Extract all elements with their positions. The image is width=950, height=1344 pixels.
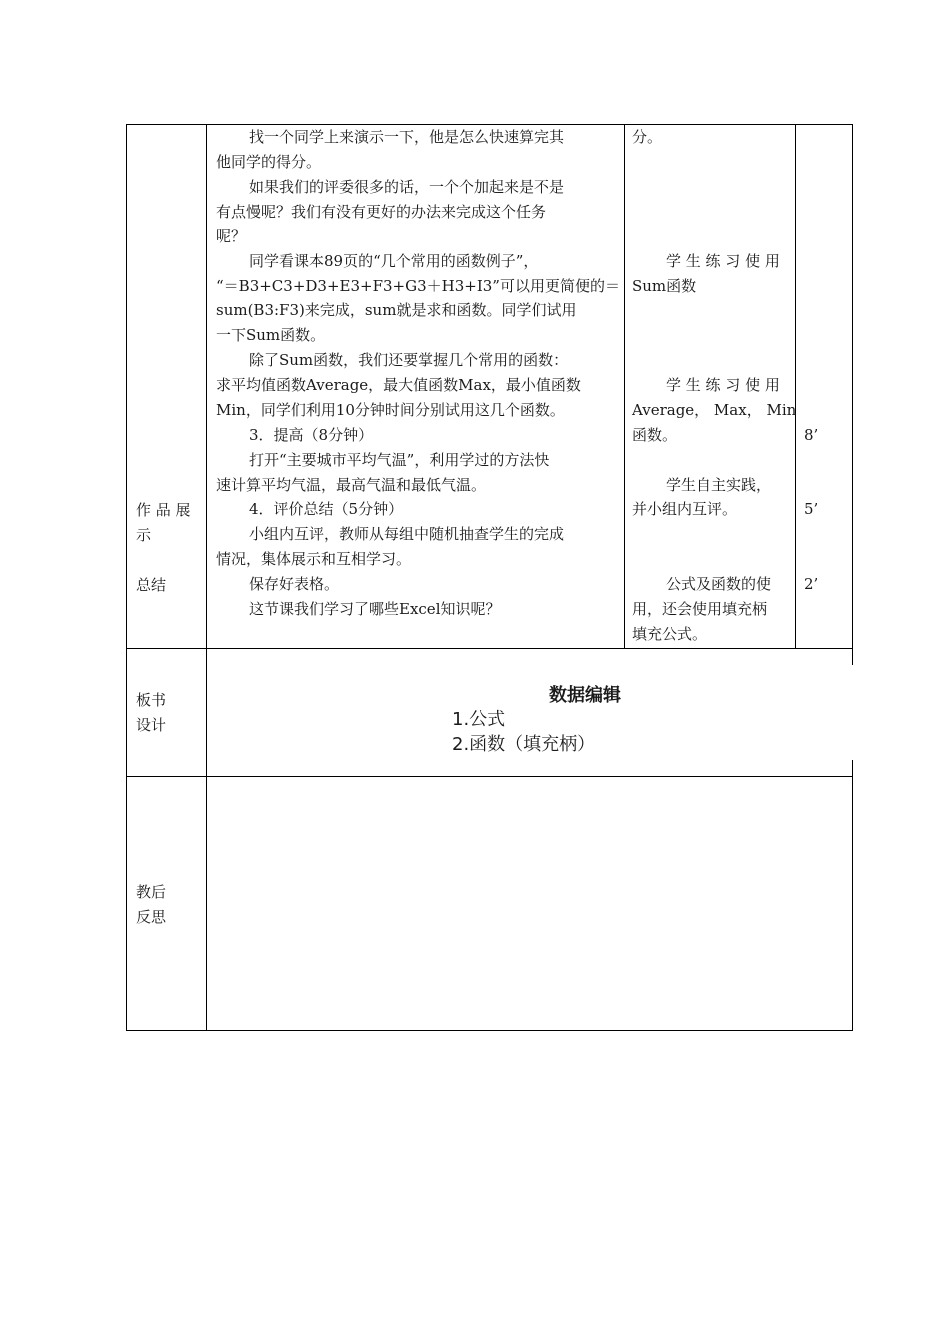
student-activity-line: 并小组内互评。: [632, 500, 738, 518]
content-line: 呢？: [216, 227, 247, 245]
student-activity-line: 学生自主实践，: [666, 476, 772, 494]
content-line: 他同学的得分。: [216, 153, 322, 171]
student-activity-line: Average， Max， Min: [632, 401, 797, 419]
student-activity-line: 学 生 练 习 使 用: [666, 376, 780, 394]
content-line: 速计算平均气温，最高气温和最低气温。: [216, 476, 487, 494]
content-line: 这节课我们学习了哪些Excel知识呢？: [249, 600, 501, 618]
content-line: 保存好表格。: [249, 575, 340, 593]
board-item-formula: 1.公式: [452, 709, 506, 730]
table-border-right-upper: [852, 124, 853, 665]
column-divider-label: [206, 124, 207, 1031]
student-activity-line: 公式及函数的使: [666, 575, 772, 593]
student-activity-line: 函数。: [632, 426, 678, 444]
row-divider-2: [126, 776, 853, 777]
student-activity-line: 学 生 练 习 使 用: [666, 252, 780, 270]
student-activity-line: 填充公式。: [632, 625, 708, 643]
content-line: 同学看课本89页的“几个常用的函数例子”，: [249, 252, 539, 270]
student-activity-line: 分。: [632, 128, 663, 146]
board-title: 数据编辑: [549, 685, 621, 706]
content-line: 如果我们的评委很多的话，一个个加起来是不是: [249, 178, 565, 196]
row1-label-line1: 作 品 展: [136, 501, 191, 519]
row2-label-line2: 设计: [136, 716, 167, 734]
student-activity-line: 用，还会使用填充柄: [632, 600, 768, 618]
row-divider-1: [126, 648, 853, 649]
table-border-right-lower: [852, 777, 853, 1031]
row2-label-line1: 板书: [136, 691, 167, 709]
row3-label-line1: 教后: [136, 883, 167, 901]
content-line: 有点慢呢？我们有没有更好的办法来完成这个任务: [216, 203, 547, 221]
content-line: 找一个同学上来演示一下，他是怎么快速算完其: [249, 128, 565, 146]
row3-label-line2: 反思: [136, 908, 167, 926]
content-line: 求平均值函数Average，最大值函数Max，最小值函数: [216, 376, 581, 394]
time-allocation: 2’: [804, 575, 819, 593]
row1-label-line3: 总结: [136, 576, 167, 594]
board-item-function: 2.函数（填充柄）: [452, 734, 596, 755]
content-line: 小组内互评，教师从每组中随机抽查学生的完成: [249, 525, 565, 543]
content-line: 4．评价总结（5分钟）: [249, 500, 404, 518]
table-border-right-mid: [852, 760, 853, 777]
column-divider-time: [795, 124, 796, 649]
row1-label-line2: 示: [136, 526, 152, 544]
student-activity-line: Sum函数: [632, 277, 697, 295]
time-allocation: 5’: [804, 500, 819, 518]
content-line: Min，同学们利用10分钟时间分别试用这几个函数。: [216, 401, 565, 419]
content-line: 一下Sum函数。: [216, 326, 326, 344]
content-line: “＝B3+C3+D3+E3+F3+G3＋H3+I3”可以用更简便的＝: [216, 277, 620, 295]
content-line: 3．提高（8分钟）: [249, 426, 374, 444]
time-allocation: 8’: [804, 426, 819, 444]
content-line: sum(B3:F3)来完成，sum就是求和函数。同学们试用: [216, 301, 577, 319]
content-line: 打开“主要城市平均气温”，利用学过的方法快: [249, 451, 550, 469]
content-line: 情况，集体展示和互相学习。: [216, 550, 412, 568]
content-line: 除了Sum函数，我们还要掌握几个常用的函数：: [249, 351, 569, 369]
table-border-left: [126, 124, 127, 1031]
column-divider-student: [624, 124, 625, 649]
table-border-bottom: [126, 1030, 853, 1031]
